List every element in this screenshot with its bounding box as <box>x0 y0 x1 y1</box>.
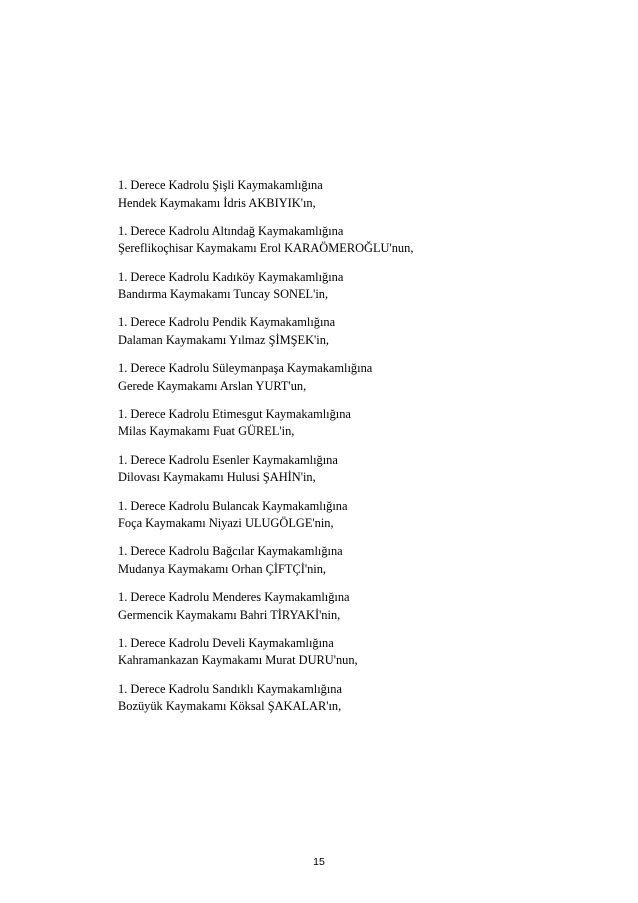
appointee-line: Mudanya Kaymakamı Orhan ÇİFTÇİ'nin, <box>118 561 327 576</box>
page-number: 15 <box>313 856 325 868</box>
appointee-line: Foça Kaymakamı Niyazi ULUGÖLGE'nin, <box>118 516 334 531</box>
appointee-line: Hendek Kaymakamı İdris AKBIYIK'ın, <box>118 195 316 210</box>
appointee-line: Germencik Kaymakamı Bahri TİRYAKİ'nin, <box>118 607 341 622</box>
position-title: 1. Derece Kadrolu Esenler Kaymakamlığına <box>118 452 338 467</box>
appointment-entry <box>118 635 538 681</box>
appointee-line: Dalaman Kaymakamı Yılmaz ŞİMŞEK'in, <box>118 332 329 347</box>
appointment-entry <box>118 681 538 727</box>
appointee-line: Bandırma Kaymakamı Tuncay SONEL'in, <box>118 287 329 302</box>
appointee-line: Bozüyük Kaymakamı Köksal ŞAKALAR'ın, <box>118 699 342 714</box>
position-title: 1. Derece Kadrolu Altındağ Kaymakamlığına <box>118 223 344 238</box>
position-title: 1. Derece Kadrolu Kadıköy Kaymakamlığına <box>118 269 344 284</box>
appointment-entry <box>118 177 538 223</box>
appointment-entry <box>118 406 538 452</box>
position-title: 1. Derece Kadrolu Süleymanpaşa Kaymakamlığına <box>118 361 373 376</box>
appointment-entry <box>118 543 538 589</box>
position-title: 1. Derece Kadrolu Etimesgut Kaymakamlığına <box>118 406 351 421</box>
appointee-line: Milas Kaymakamı Fuat GÜREL'in, <box>118 424 295 439</box>
appointment-entry <box>118 452 538 498</box>
appointee-line: Dilovası Kaymakamı Hulusi ŞAHİN'in, <box>118 470 316 485</box>
appointee-line: Gerede Kaymakamı Arslan YURT'un, <box>118 378 307 393</box>
position-title: 1. Derece Kadrolu Develi Kaymakamlığına <box>118 635 334 650</box>
appointment-entry <box>118 223 538 269</box>
position-title: 1. Derece Kadrolu Bağcılar Kaymakamlığına <box>118 544 343 559</box>
appointee-line: Şereflikoçhisar Kaymakamı Erol KARAÖMEROĞLU'nun, <box>118 241 414 256</box>
appointment-list <box>118 177 538 727</box>
position-title: 1. Derece Kadrolu Bulancak Kaymakamlığına <box>118 498 348 513</box>
appointment-entry <box>118 269 538 315</box>
appointment-entry <box>118 498 538 544</box>
position-title: 1. Derece Kadrolu Şişli Kaymakamlığına <box>118 178 323 192</box>
position-title: 1. Derece Kadrolu Pendik Kaymakamlığına <box>118 315 336 330</box>
position-title: 1. Derece Kadrolu Sandıklı Kaymakamlığına <box>118 681 342 696</box>
appointment-entry <box>118 589 538 635</box>
appointment-entry <box>118 360 538 406</box>
appointee-line: Kahramankazan Kaymakamı Murat DURU'nun, <box>118 653 358 668</box>
appointment-entry <box>118 314 538 360</box>
position-title: 1. Derece Kadrolu Menderes Kaymakamlığına <box>118 590 350 605</box>
